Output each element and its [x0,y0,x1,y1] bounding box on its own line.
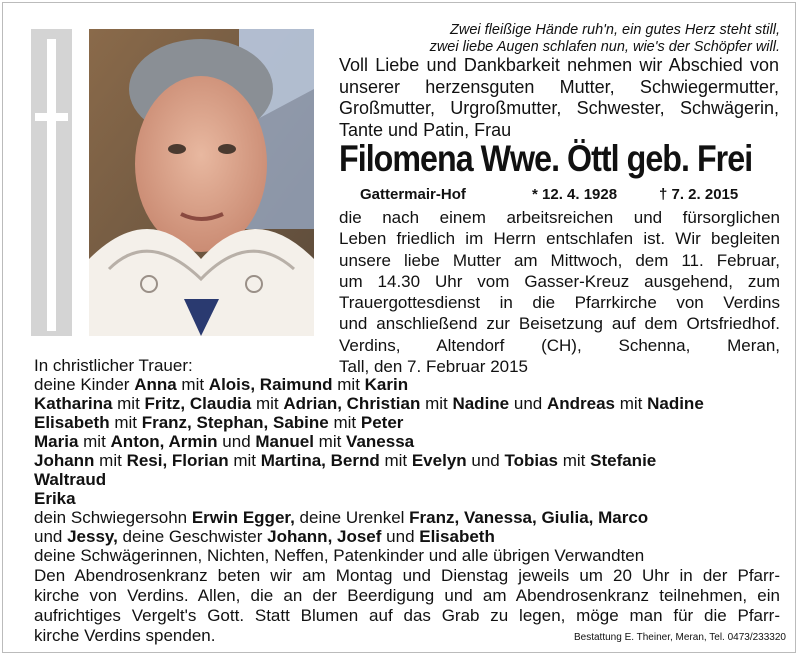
mourner-name: Tobias [504,451,558,470]
mourner-text: und [217,432,256,451]
mourner-line [34,432,784,451]
mourner-name: Karin [364,375,409,394]
mourners-list [34,356,784,565]
mourner-line [34,394,784,413]
mourner-name: Stefanie [590,451,657,470]
mourner-name: Waltraud [34,470,107,489]
intro-line: Tante und Patin, Frau [339,119,512,140]
mourner-text: mit [228,451,261,470]
mourner-line [34,489,784,508]
mourner-text: und [466,451,505,470]
place-line: Verdins, Altendorf (CH), Schenna, Meran, [339,335,780,355]
mourner-line [34,356,784,375]
mourner-line [34,413,784,432]
closing-line: Den Abendrosenkranz beten wir am Montag und Dienstag jeweils um 20 Uhr in der Pfarr- [34,566,780,585]
mourner-text: mit [379,451,412,470]
mourner-name: Franz, Vanessa, Giulia, Marco [409,508,649,527]
body-line: um 14.30 Uhr vom Gasser-Kreuz ausgehend, zum [339,271,780,291]
mourner-text: mit [94,451,127,470]
mourner-name: Anna [134,375,177,394]
mourner-name: Evelyn [411,451,467,470]
portrait-photo [89,29,314,336]
mourner-text: mit [176,375,209,394]
mourner-line [34,470,784,489]
poem-line: Zwei fleißige Hände ruh'n, ein gutes Herz steht still, [450,22,780,38]
mourner-text: mit [313,432,347,451]
mourner-line [34,546,784,565]
mourner-name: Elisabeth [419,527,495,546]
mourner-name: Peter [360,413,404,432]
closing-line: aufrichtiges Vergelt's Gott. Statt Blumen auf das Grab zu legen, möge man für die Pfarr- [34,606,780,625]
mourner-text: mit [558,451,591,470]
mourner-name: Katharina [34,394,113,413]
mourner-name: Nadine [647,394,704,413]
mourner-text: und [34,527,68,546]
mourner-name: Maria [34,432,79,451]
mourner-name: Manuel [255,432,314,451]
poem [330,22,780,56]
mourner-name: Vanessa [346,432,415,451]
mourner-name: Adrian, Christian [283,394,421,413]
mourner-name: Johann, Josef [267,527,382,546]
mourner-name: Fritz, Claudia [144,394,252,413]
intro-line: Voll Liebe und Dankbarkeit nehmen wir Abschied von [339,55,779,75]
mourner-text: dein Schwiegersohn [34,508,192,527]
mourner-name: Jessy, [67,527,118,546]
mourner-text: mit [328,413,361,432]
mourner-name: Erwin Egger, [191,508,295,527]
mourner-text: und [509,394,547,413]
mourner-text: mit [251,394,284,413]
mourner-text: deine Urenkel [294,508,410,527]
mourner-text: deine Kinder [34,375,135,394]
mourner-text: mit [332,375,365,394]
closing-line: kirche Verdins spenden. [34,626,216,645]
intro-line: unserer herzensguten Mutter, Schwiegermutter, [339,76,779,97]
undertaker-contact: Bestattung E. Theiner, Meran, Tel. 0473/233320 [573,632,786,643]
body-line: unsere liebe Mutter am Mittwoch, dem 11. Februar, [339,250,780,270]
mourner-text: mit [420,394,453,413]
body-line: und anschließend zur Beisetzung auf dem Ortsfriedhof. [339,314,780,334]
mourner-text: mit [109,413,142,432]
place-line: Tall, den 7. Februar 2015 [339,357,529,377]
mourner-line [34,451,784,470]
mourner-name: Franz, Stephan, Sabine [141,413,329,432]
mourner-name: Martina, Bernd [260,451,380,470]
mourner-text: und [381,527,420,546]
intro-line: Großmutter, Urgroßmutter, Schwester, Schwägerin, [339,98,779,118]
mourner-line [34,508,784,527]
intro-text [339,55,779,141]
mourner-name: Nadine [452,394,510,413]
body-line: Trauergottesdienst in die Pfarrkirche von Verdins [339,293,780,313]
birth-date: * 12. 4. 1928 [532,186,618,203]
mourner-name: Erika [34,489,76,508]
mourner-text: mit [614,394,648,413]
farm-name: Gattermair-Hof [360,186,466,203]
death-date: † 7. 2. 2015 [659,186,739,203]
cross-icon [31,29,72,336]
mourner-text: mit [78,432,111,451]
closing-line: kirche von Verdins. Allen, die an der Beerdigung und am Abendrosenkranz teilnehmen, ein [34,586,780,605]
mourner-line [34,527,784,546]
mourner-text: In christlicher Trauer: [34,356,193,375]
mourner-text: deine Geschwister [117,527,268,546]
body-line: Leben friedlich im Herrn entschlafen ist. Wir begleiten [339,229,780,249]
poem-line: zwei liebe Augen schlafen nun, wie's der Schöpfer will. [429,39,780,55]
mourner-text: mit [112,394,145,413]
mourner-text: deine Schwägerinnen, Nichten, Neffen, Patenkinder und alle übrigen Verwandten [34,546,645,565]
deceased-name: Filomena Wwe. Öttl geb. Frei [339,138,753,179]
mourner-name: Anton, Armin [110,432,218,451]
funeral-text [339,207,780,377]
mourner-name: Johann [34,451,95,470]
body-line: die nach einem arbeitsreichen und fürsorglichen [339,208,780,227]
mourner-name: Resi, Florian [126,451,229,470]
mourner-name: Elisabeth [34,413,110,432]
mourner-line [34,375,784,394]
mourner-name: Alois, Raimund [208,375,333,394]
mourner-name: Andreas [546,394,615,413]
